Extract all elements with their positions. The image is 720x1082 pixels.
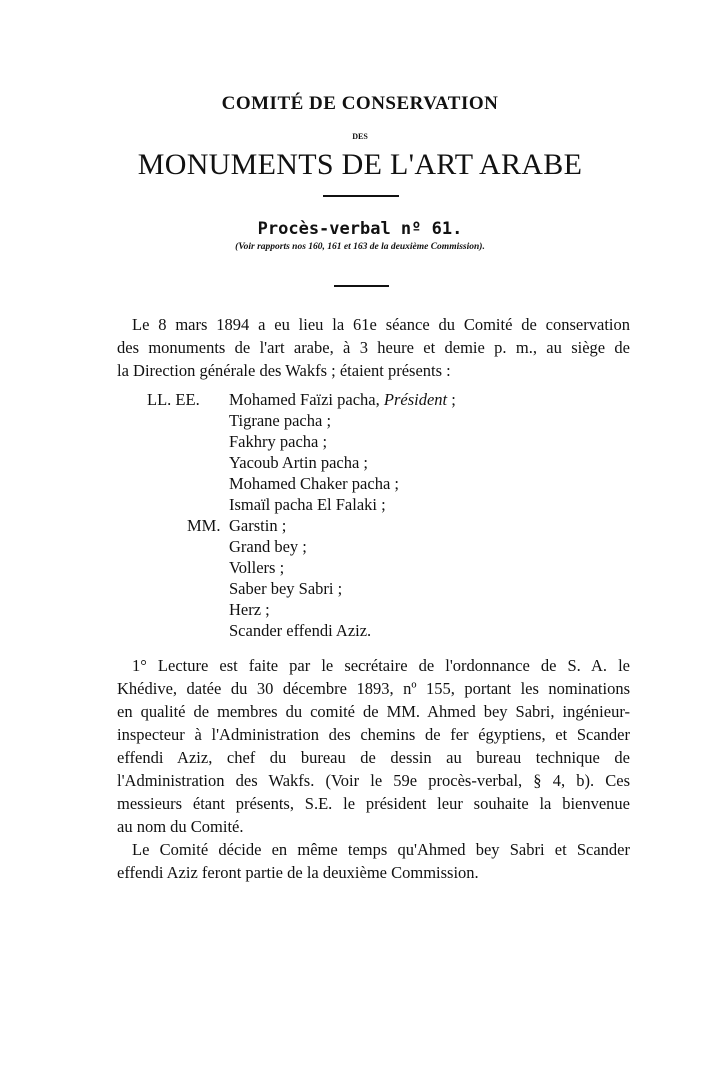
attendee-name: Mohamed Faïzi pacha, [229,390,384,409]
group-label: MM. [187,516,221,535]
attendee: Fakhry pacha ; [229,432,328,451]
punctuation: ; [447,390,456,409]
proces-verbal-heading: Procès-verbal nº 61. [257,219,463,239]
attendee: Ismaïl pacha El Falaki ; [229,495,386,514]
attendee: Yacoub Artin pacha ; [229,453,369,472]
intro-line: Le 8 mars 1894 a eu lieu la 61e séance du Comité de conservation [132,315,630,334]
attendee: Scander effendi Aziz. [229,621,372,640]
attendee: Saber bey Sabri ; [229,579,343,598]
body-line: effendi Aziz, chef du bureau de dessin au bureau technique de [117,748,630,767]
committee-title: COMITÉ DE CONSERVATION [221,93,499,114]
body-line: au nom du Comité. [117,817,244,836]
body-line: Khédive, datée du 30 décembre 1893, nº 155, portant les nominations [117,679,630,698]
divider [334,285,389,287]
body-line: 1° Lecture est faite par le secrétaire de l'ordonnance de S. A. le [132,656,630,675]
divider [323,195,399,197]
attendee: Vollers ; [229,558,285,577]
president-title: Président [383,390,448,409]
intro-line: la Direction générale des Wakfs ; étaient présents : [117,361,451,380]
intro-line: des monuments de l'art arabe, à 3 heure et demie p. m., au siège de [117,338,630,357]
body-line: effendi Aziz feront partie de la deuxième Commission. [117,863,479,882]
body-line: inspecteur à l'Administration des chemins de fer égyptiens, et Scander [117,725,630,744]
attendee: Tigrane pacha ; [229,411,332,430]
attendee: Garstin ; [229,516,287,535]
attendee: Grand bey ; [229,537,307,556]
body-line: l'Administration des Wakfs. (Voir le 59e procès-verbal, § 4, b). Ces [117,771,630,790]
main-title: MONUMENTS DE L'ART ARABE [137,148,583,181]
attendee [229,390,456,410]
body-line: Le Comité décide en même temps qu'Ahmed bey Sabri et Scander [132,840,630,859]
title-connector: DES [352,132,368,141]
body-line: en qualité de membres du comité de MM. Ahmed bey Sabri, ingénieur- [117,702,630,721]
attendee: Herz ; [229,600,270,619]
reports-note: (Voir rapports nos 160, 161 et 163 de la deuxième Commission). [235,242,485,252]
body-line: messieurs étant présents, S.E. le président leur souhaite la bienvenue [117,794,630,813]
attendee: Mohamed Chaker pacha ; [229,474,399,493]
group-label: LL. EE. [147,390,200,409]
